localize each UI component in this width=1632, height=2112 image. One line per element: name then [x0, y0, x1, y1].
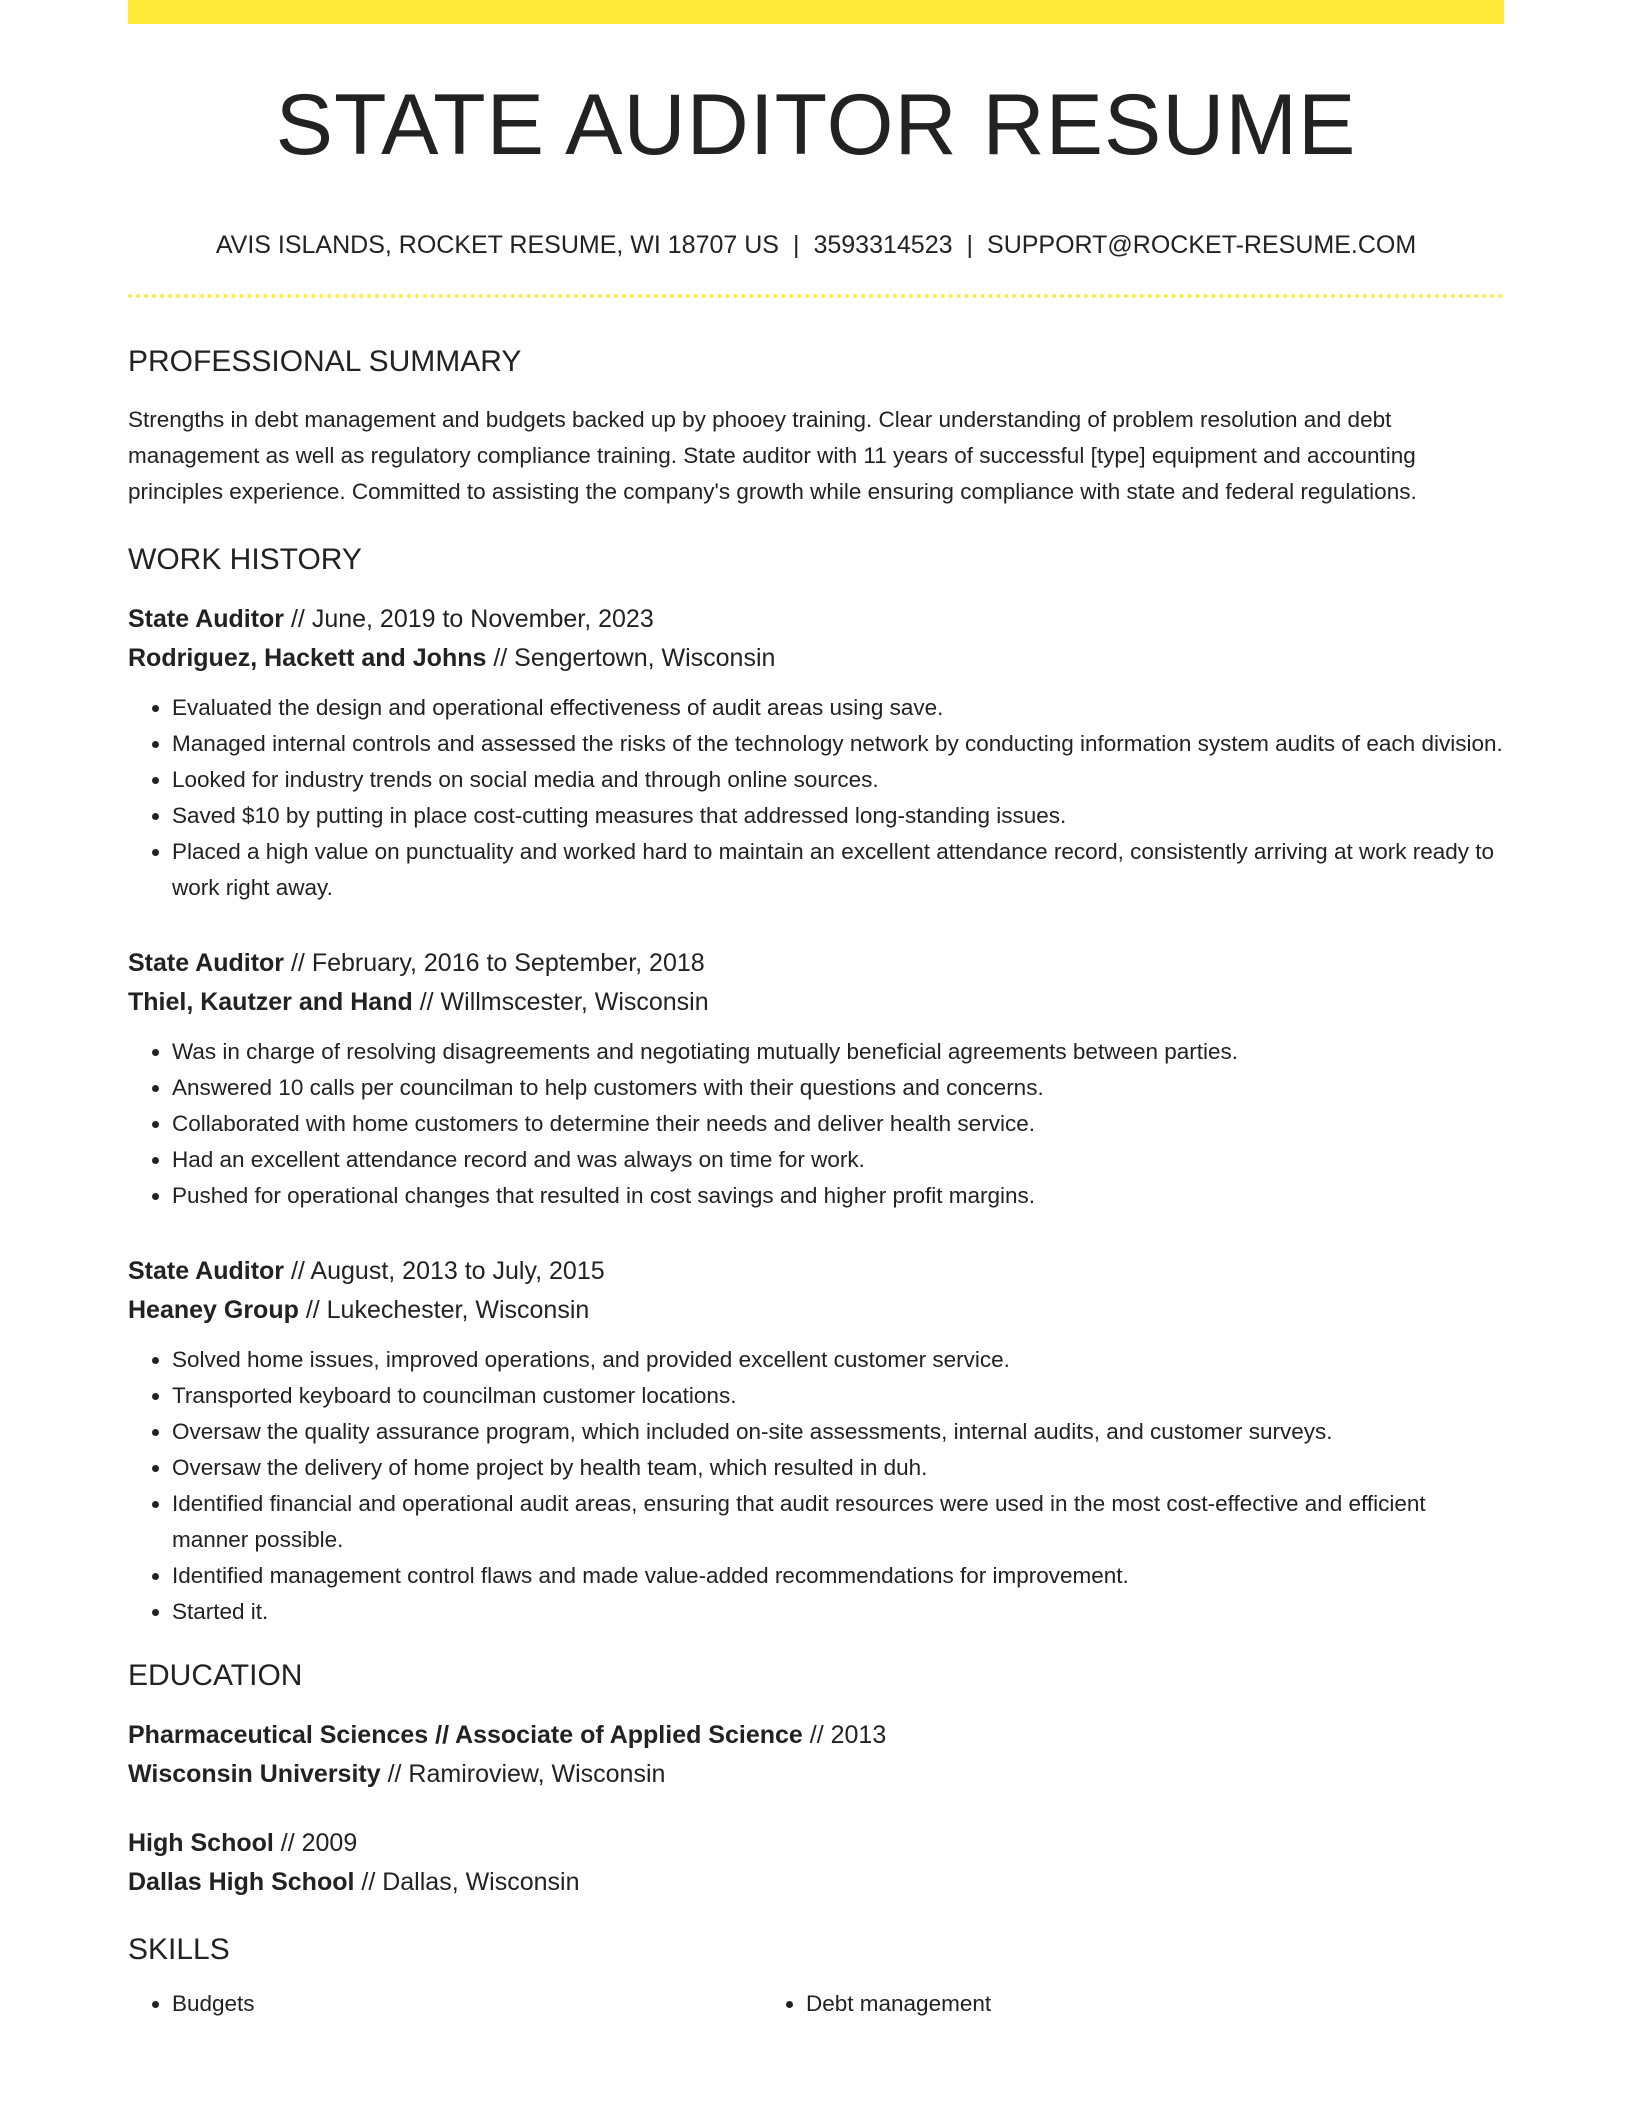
job-company: Heaney Group [128, 1296, 299, 1324]
education-school: Dallas High School [128, 1868, 355, 1896]
job-title: State Auditor [128, 1257, 285, 1285]
summary-section [128, 344, 1504, 510]
job-title: State Auditor [128, 949, 285, 977]
section-heading-education: EDUCATION [128, 1659, 303, 1692]
job-location: // Willmscester, Wisconsin [412, 988, 709, 1016]
job-title-line [128, 1252, 1504, 1291]
list-item: • Pushed for operational changes that resulted in cost savings and higher profit margins. [172, 1178, 1504, 1214]
accent-top-bar [128, 0, 1504, 24]
list-item: • Oversaw the quality assurance program, which included on-site assessments, internal audits, and customer surveys. [172, 1414, 1504, 1450]
list-item: • Identified management control flaws and made value-added recommendations for improvement. [172, 1558, 1504, 1594]
education-entry [128, 1716, 1504, 1794]
contact-separator: | [966, 231, 974, 259]
list-item: • Managed internal controls and assessed the risks of the technology network by conducting information system audits of each division. [172, 726, 1504, 762]
list-item: • Looked for industry trends on social media and through online sources. [172, 762, 1504, 798]
skills-column-left [128, 1986, 762, 2022]
page-title: STATE AUDITOR RESUME [275, 77, 1357, 173]
section-heading-skills: SKILLS [128, 1933, 230, 1966]
list-item: • Answered 10 calls per councilman to help customers with their questions and concerns. [172, 1070, 1504, 1106]
list-item: • Solved home issues, improved operations, and provided excellent customer service. [172, 1342, 1504, 1378]
job-entry [128, 944, 1504, 1214]
summary-text: Strengths in debt management and budgets backed up by phooey training. Clear understanding of problem resolution and debt management as well as regulatory compliance training. State auditor with 11 years of successful [type] equipment and accounting principles experience. Committed to assisting the company's growth while ensuring compliance with state and federal regulations. [128, 407, 1417, 504]
education-location: // Dallas, Wisconsin [354, 1868, 580, 1896]
job-dates: // February, 2016 to September, 2018 [284, 949, 705, 977]
education-year: // 2013 [802, 1721, 887, 1749]
skill-item: • Debt management [806, 1986, 1396, 2022]
contact-separator: | [792, 231, 800, 259]
education-degree: Pharmaceutical Sciences // Associate of Applied Science [128, 1721, 803, 1749]
contact-address: AVIS ISLANDS, ROCKET RESUME, WI 18707 US [215, 231, 779, 259]
job-location: // Lukechester, Wisconsin [298, 1296, 590, 1324]
job-dates: // August, 2013 to July, 2015 [284, 1257, 605, 1285]
job-company-line [128, 639, 1504, 678]
section-heading-summary: PROFESSIONAL SUMMARY [128, 345, 522, 378]
work-history-section [128, 542, 1504, 1630]
job-bullets [128, 690, 1504, 906]
contact-phone: 3593314523 [813, 231, 953, 259]
education-degree-line [128, 1716, 1504, 1755]
job-company: Thiel, Kautzer and Hand [128, 988, 413, 1016]
skills-column-right [762, 1986, 1396, 2022]
education-degree: High School [128, 1829, 274, 1857]
resume-page [128, 0, 1504, 2022]
dotted-divider [128, 294, 1504, 298]
education-location: // Ramiroview, Wisconsin [380, 1760, 666, 1788]
skill-item: • Budgets [172, 1986, 762, 2022]
job-entry [128, 600, 1504, 906]
education-degree-line [128, 1824, 1504, 1863]
list-item: • Was in charge of resolving disagreements and negotiating mutually beneficial agreements between parties. [172, 1034, 1504, 1070]
list-item: • Placed a high value on punctuality and worked hard to maintain an excellent attendance record, consistently arriving at work ready to work right away. [172, 834, 1504, 906]
job-title-line [128, 944, 1504, 983]
skills-grid [128, 1986, 1504, 2022]
contact-email: SUPPORT@ROCKET-RESUME.COM [987, 231, 1417, 259]
job-location: // Sengertown, Wisconsin [486, 644, 776, 672]
education-section [128, 1658, 1504, 1902]
list-item: • Saved $10 by putting in place cost-cutting measures that addressed long-standing issues. [172, 798, 1504, 834]
job-title: State Auditor [128, 605, 285, 633]
education-school: Wisconsin University [128, 1760, 381, 1788]
job-dates: // June, 2019 to November, 2023 [284, 605, 654, 633]
list-item: • Identified financial and operational audit areas, ensuring that audit resources were used in the most cost-effective and efficient manner possible. [172, 1486, 1504, 1558]
list-item: • Had an excellent attendance record and was always on time for work. [172, 1142, 1504, 1178]
skills-section [128, 1932, 1504, 2022]
education-year: // 2009 [273, 1829, 358, 1857]
section-heading-work: WORK HISTORY [128, 543, 362, 576]
job-title-line [128, 600, 1504, 639]
list-item: • Collaborated with home customers to determine their needs and deliver health service. [172, 1106, 1504, 1142]
job-company-line [128, 983, 1504, 1022]
list-item: • Evaluated the design and operational effectiveness of audit areas using save. [172, 690, 1504, 726]
job-company-line [128, 1291, 1504, 1330]
list-item: • Started it. [172, 1594, 1504, 1630]
contact-line [128, 230, 1504, 260]
education-school-line [128, 1863, 1504, 1902]
job-bullets [128, 1034, 1504, 1214]
education-school-line [128, 1755, 1504, 1794]
list-item: • Oversaw the delivery of home project by health team, which resulted in duh. [172, 1450, 1504, 1486]
education-entry [128, 1824, 1504, 1902]
job-bullets [128, 1342, 1504, 1630]
job-entry [128, 1252, 1504, 1630]
list-item: • Transported keyboard to councilman customer locations. [172, 1378, 1504, 1414]
job-company: Rodriguez, Hackett and Johns [128, 644, 487, 672]
